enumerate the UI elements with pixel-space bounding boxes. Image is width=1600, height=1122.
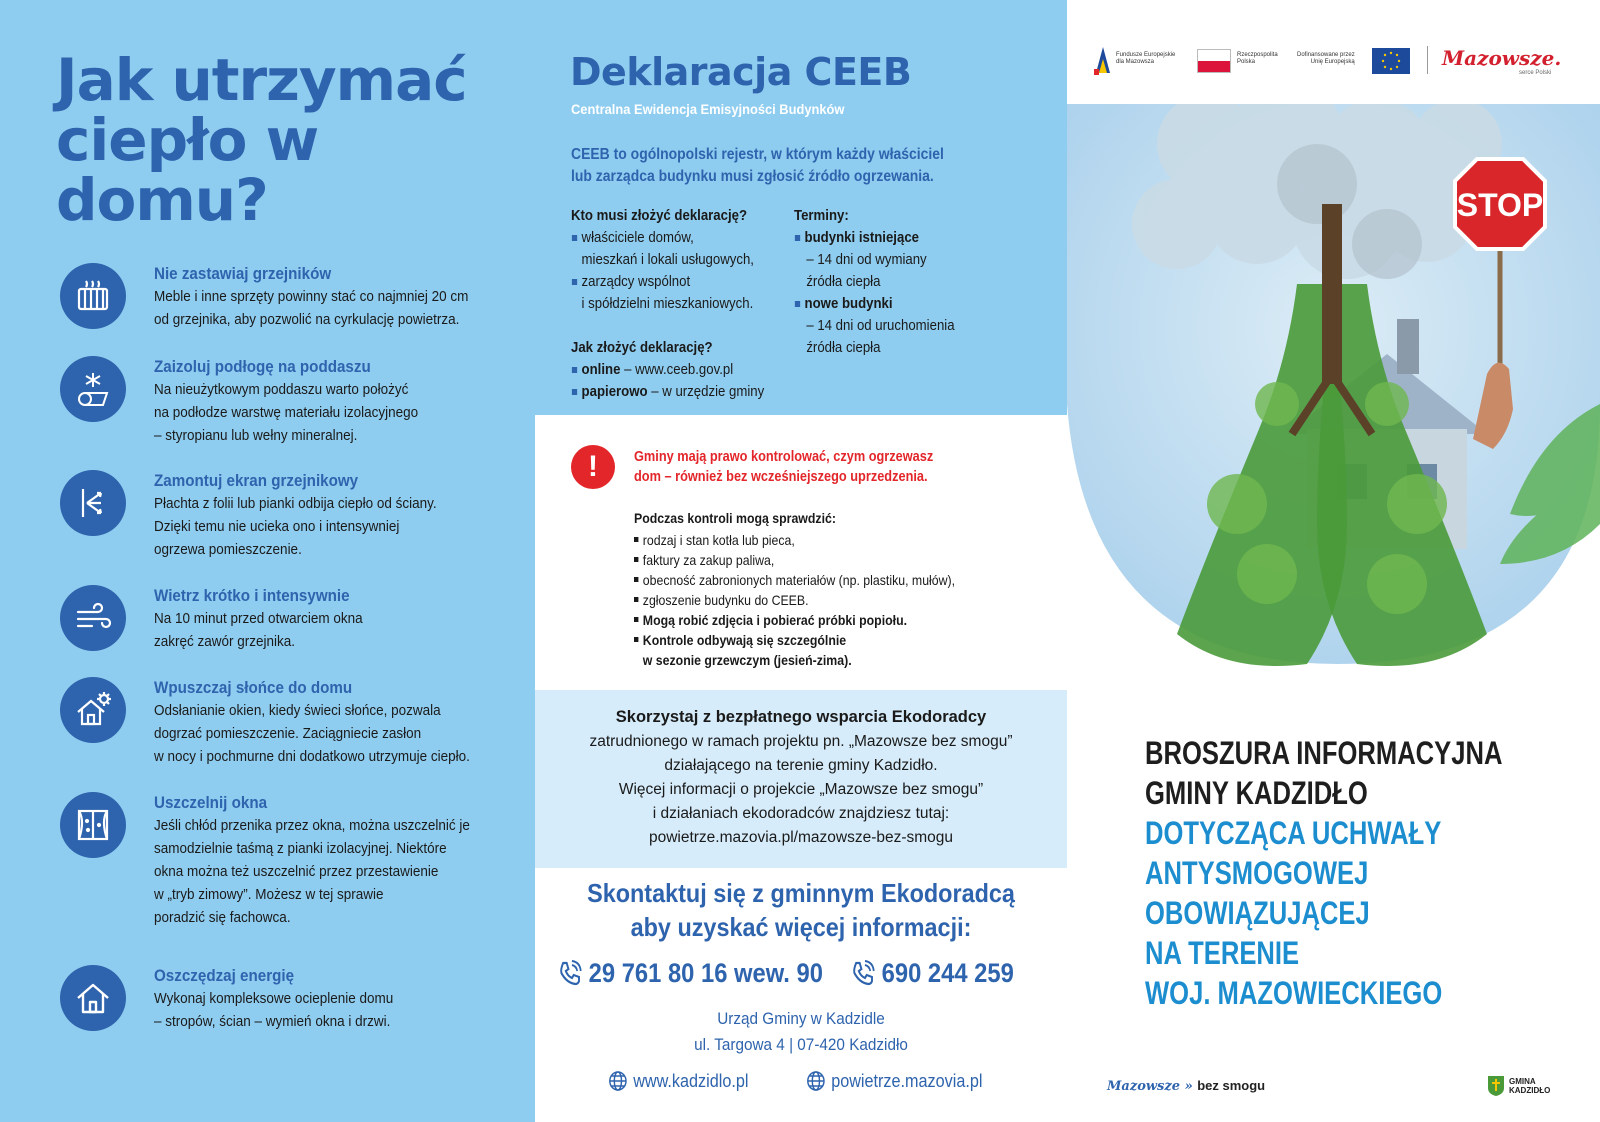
poland-label: Rzeczpospolita Polska	[1237, 52, 1278, 65]
phone-icon	[557, 960, 582, 988]
warning-text: Gminy mają prawo kontrolować, czym ogrzewasz dom – również bez wcześniejszego uprzedzenia.	[634, 449, 934, 485]
warning-icon: !	[571, 445, 615, 489]
insulation-roll-icon	[60, 356, 126, 422]
list-item: zarządcy wspólnot i spółdzielni mieszkaniowych.	[571, 271, 782, 315]
list-item: papierowo – w urzędzie gminy	[571, 381, 782, 403]
globe-icon	[608, 1070, 628, 1092]
panel-cover	[1067, 0, 1600, 1122]
control-list: Podczas kontroli mogą sprawdzić: rodzaj i stan kotła lub pieca, faktury za zakup paliwa, obecność zabronionych materiałów (np. plastiku, mułów), zgłoszenie budynku do CEEB. Mogą robić zdjęcia i pobierać próbki popiołu. Kontrole odbywają się szczególnie w sezonie grzewczym (jesień-zima).	[634, 508, 1012, 670]
smog-lungs-illustration	[1067, 104, 1600, 704]
phone-1[interactable]: 29 761 80 16 wew. 90	[557, 958, 823, 989]
ceeb-subtitle: Centralna Ewidencja Emisyjności Budynków	[571, 101, 845, 117]
tip-heading: Wietrz krótko i intensywnie	[154, 587, 350, 605]
tip-heading: Zaizoluj podłogę na poddaszu	[154, 358, 371, 376]
tip-heading: Zamontuj ekran grzejnikowy	[154, 472, 359, 490]
brochure-title: BROSZURA INFORMACYJNA GMINY KADZIDŁO DOTYCZĄCA UCHWAŁY ANTYSMOGOWEJ OBOWIĄZUJĄCEJ NA TERENIE WOJ. MAZOWIECKIEGO	[1145, 735, 1503, 1011]
mazowsze-bez-smogu-logo: Mazowsze » bez smogu	[1107, 1078, 1266, 1094]
tip-body: Meble i inne sprzęty powinny stać co najmniej 20 cm od grzejnika, aby pozwolić na cyrkulację powietrza.	[154, 288, 469, 328]
gmina-kadzidlo-logo: GMINA KADZIDŁO	[1487, 1075, 1550, 1097]
wind-icon	[60, 585, 126, 651]
tip-heading: Uszczelnij okna	[154, 794, 268, 812]
house-icon	[60, 965, 126, 1031]
eu-flag	[1372, 48, 1410, 74]
page-title: Jak utrzymać ciepło w domu?	[56, 46, 467, 234]
divider	[1427, 46, 1428, 74]
mazowsze-tagline: serce Polski	[1519, 70, 1552, 76]
panel-heat-tips	[0, 0, 535, 1122]
list-item: obecność zabronionych materiałów (np. plastiku, mułów),	[634, 570, 1012, 590]
globe-icon	[806, 1070, 826, 1092]
sun-house-icon	[60, 677, 126, 743]
tip-body: Na nieużytkowym poddaszu warto położyć na podłodze warstwę materiału izolacyjnego – styropianu lub wełny mineralnej.	[154, 381, 419, 444]
phone-2[interactable]: 690 244 259	[850, 958, 1014, 989]
list-item: zgłoszenie budynku do CEEB.	[634, 590, 1012, 610]
panel-ceeb	[535, 0, 1067, 1122]
eu-funds-label: Fundusze Europejskie dla Mazowsza	[1116, 52, 1176, 65]
tip-body: Wykonaj kompleksowe ocieplenie domu – stropów, ścian – wymień okna i drzwi.	[154, 990, 394, 1030]
list-item: nowe budynki	[794, 293, 1005, 315]
ekodoradca-box: Skorzystaj z bezpłatnego wsparcia Ekodoradcy zatrudnionego w ramach projektu pn. „Mazowsze bez smogu” działającego na terenie gminy Kadzidło. Więcej informacji o projekcie „Mazowsze bez smogu” i działaniach ekodoradców znajdziesz tutaj: powietrze.mazovia.pl/mazowsze-bez-smogu	[535, 690, 1067, 868]
deadlines-column: Terminy: budynki istniejące – 14 dni od wymiany źródła ciepła nowe budynki – 14 dni od uruchomienia źródła ciepła	[794, 205, 1005, 359]
contact-heading: Skontaktuj się z gminnym Ekodoradcą aby uzyskać więcej informacji:	[587, 878, 1015, 942]
website-link-1[interactable]: www.kadzidlo.pl	[608, 1070, 748, 1092]
ceeb-section	[535, 0, 1067, 415]
tip-heading: Wpuszczaj słońce do domu	[154, 679, 353, 697]
ceeb-title: Deklaracja CEEB	[570, 50, 912, 94]
eu-funds-logo	[1094, 45, 1112, 75]
tip-body: Odsłanianie okien, kiedy świeci słońce, pozwala dogrzać pomieszczenie. Zaciągniecie zasłon w nocy i pochmurne dni dodatkowo utrzymuje ciepło.	[154, 702, 470, 765]
mazowsze-logo: Mazowsze.	[1442, 46, 1562, 70]
list-item: faktury za zakup paliwa,	[634, 550, 1012, 570]
list-item: właściciele domów, mieszkań i lokali usługowych,	[571, 227, 782, 271]
tip-heading: Nie zastawiaj grzejników	[154, 265, 332, 283]
who-column: Kto musi złożyć deklarację? właściciele domów, mieszkań i lokali usługowych, zarządcy wspólnot i spółdzielni mieszkaniowych. Jak złożyć deklarację? online – www.ceeb.gov.pl papierowo – w urzędzie gminy	[571, 205, 782, 403]
list-item: Kontrole odbywają się szczególnie w sezonie grzewczym (jesień-zima).	[634, 630, 1012, 670]
gmina-crest-icon	[1487, 1075, 1505, 1097]
funding-logos	[1067, 0, 1600, 104]
polish-flag	[1197, 49, 1231, 73]
list-item: budynki istniejące	[794, 227, 1005, 249]
tip-heading: Oszczędzaj energię	[154, 967, 295, 985]
ceeb-intro: CEEB to ogólnopolski rejestr, w którym każdy właściciel lub zarządca budynku musi zgłosić źródło ogrzewania.	[571, 146, 944, 185]
list-item: Mogą robić zdjęcia i pobierać próbki popiołu.	[634, 610, 1012, 630]
list-item: rodzaj i stan kotła lub pieca,	[634, 530, 1012, 550]
radiator-icon	[60, 263, 126, 329]
tip-body: Płachta z folii lub pianki odbija ciepło od ściany. Dzięki temu nie ucieka ono i intensywniej ogrzewa pomieszczenie.	[154, 495, 437, 558]
office-address: Urząd Gminy w Kadzidle ul. Targowa 4 | 07-420 Kadzidło	[694, 1009, 908, 1054]
tip-body: Na 10 minut przed otwarciem okna zakręć zawór grzejnika.	[154, 610, 363, 650]
website-link-2[interactable]: powietrze.mazovia.pl	[806, 1070, 982, 1092]
stop-label: STOP	[1456, 187, 1544, 223]
eu-cofund-label: Dofinansowane przez Unię Europejską	[1297, 52, 1355, 65]
phone-icon	[850, 960, 875, 988]
list-item: online – www.ceeb.gov.pl	[571, 359, 782, 381]
window-icon	[60, 792, 126, 858]
tip-body: Jeśli chłód przenika przez okna, można uszczelnić je samodzielnie taśmą z pianki izolacyjnej. Niektóre okna można też uszczelnić przez przestawienie w „tryb zimowy”. Możesz w tej sprawie poradzić się fachowca.	[154, 817, 470, 926]
reflector-screen-icon	[60, 470, 126, 536]
